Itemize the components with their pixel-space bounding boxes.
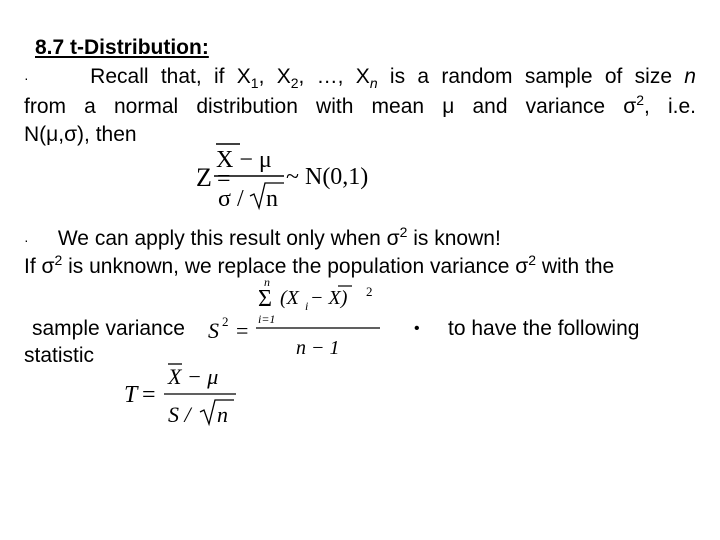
t-symbol: T [124,382,138,408]
statistic-label: statistic [24,344,95,367]
t-denominator-n: n [217,402,228,427]
s2-numerator: (X [280,287,299,309]
z-denominator-n: n [266,186,278,212]
t-formula [118,358,248,432]
t-denominator-s: S / [168,402,191,427]
z-symbol: Z [196,163,212,192]
numerator-exponent: 2 [366,284,373,299]
equals-sign: = [236,318,249,343]
bullet-marker: · [24,70,29,86]
z-numerator: X − μ [216,147,272,173]
recall-line-2: from a normal distribution with mean μ and variance $\sigma^2$, i.e. [24,92,696,118]
bullet-marker: · [24,232,29,248]
sum-lower-limit: i=1 [258,312,276,326]
section-title: 8.7 t-Distribution: [35,36,209,59]
sample-variance-label: sample variance [32,317,185,340]
equals-sign: = [142,382,156,408]
t-numerator: X − μ [168,364,219,389]
summation-sign: Σ [258,286,272,312]
z-denominator-sigma: σ / [218,186,244,212]
recall-line-1: · Recall that, if $X_1$, $X_2$, …, $X_n$ is a random sample of size n [24,65,696,92]
known-variance-line: · We can apply this result only when $\sigma^2$ is known! [24,224,501,250]
sum-upper-limit: n [264,278,270,289]
index-i: i [305,299,309,313]
normal-distribution: ~ N(0,1) [286,164,369,190]
s-symbol: S [208,318,219,343]
following-text: to have the following [448,317,640,340]
s-exponent: 2 [222,314,229,329]
bullet-dot: • [414,320,420,337]
sample-variance-formula [200,278,390,360]
s2-denominator: n − 1 [296,337,340,359]
equals-sign: = [217,166,231,192]
unknown-variance-line: If $\sigma^2$ is unknown, we replace the population variance $\sigma^2$ with the [24,252,615,278]
recall-line-3: N(μ,σ), then [24,123,137,146]
s2-numerator-mean: − X) [310,287,348,309]
z-formula [190,140,380,215]
